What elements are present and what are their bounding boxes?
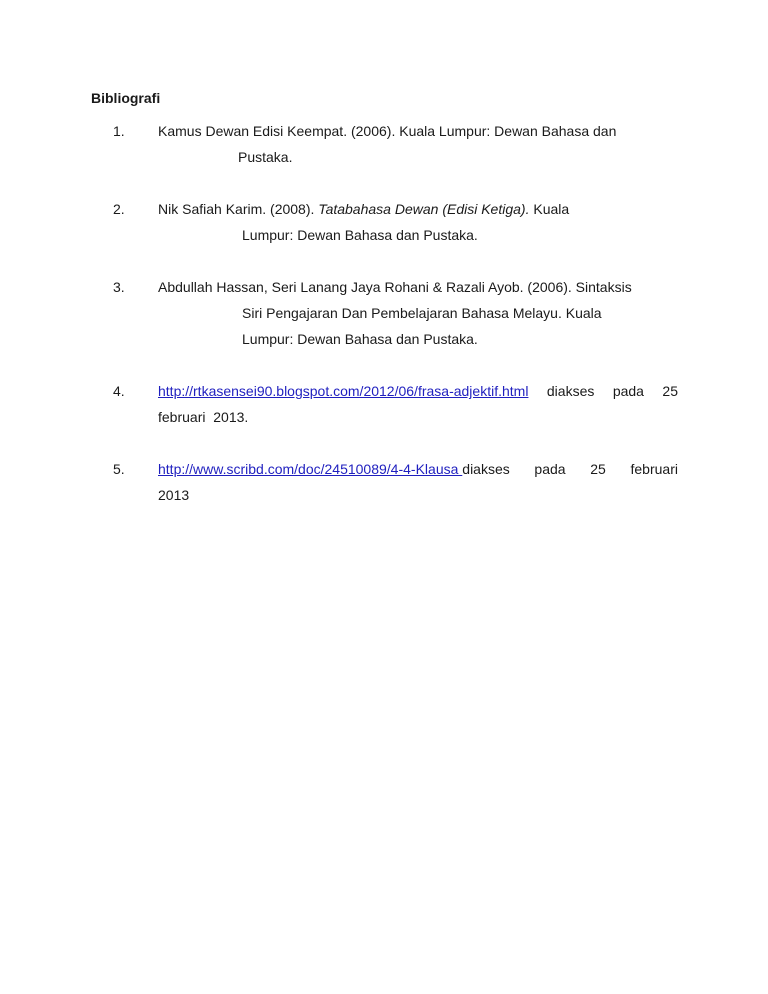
entry-word: februari bbox=[630, 461, 678, 477]
entry-author: Nik Safiah Karim. (2008). bbox=[158, 201, 315, 217]
entry-number: 3. bbox=[113, 279, 125, 295]
entry-place: Kuala bbox=[533, 201, 570, 217]
entry-word: 25 bbox=[590, 461, 606, 477]
entry-word: pada bbox=[612, 383, 644, 399]
entry-word: diakses bbox=[546, 383, 595, 399]
entry-text-line-1 bbox=[158, 196, 569, 222]
entry-url-link[interactable]: http://www.scribd.com/doc/24510089/4-4-Klausa bbox=[158, 461, 463, 477]
bibliography-heading: Bibliografi bbox=[91, 90, 161, 106]
entry-text-line-1: Kamus Dewan Edisi Keempat. (2006). Kuala Lumpur: Dewan Bahasa dan bbox=[158, 123, 617, 139]
entry-number: 1. bbox=[113, 123, 125, 139]
entry-text-line-2: 2013 bbox=[158, 487, 190, 503]
entry-text-line-2: Pustaka. bbox=[238, 149, 293, 165]
entry-number: 4. bbox=[113, 383, 125, 399]
entry-number: 2. bbox=[113, 201, 125, 217]
entry-text-block bbox=[158, 456, 678, 508]
entry-text-block bbox=[158, 378, 678, 430]
entry-text-line-2: februari 2013. bbox=[158, 409, 249, 425]
entry-text-line-3: Lumpur: Dewan Bahasa dan Pustaka. bbox=[242, 331, 478, 347]
entry-word: pada bbox=[534, 461, 566, 477]
entry-text-line-1 bbox=[158, 378, 678, 404]
entry-word: 25 bbox=[662, 383, 678, 399]
entry-text-line-1 bbox=[158, 456, 678, 482]
entry-text-line-1: Abdullah Hassan, Seri Lanang Jaya Rohani & Razali Ayob. (2006). Sintaksis bbox=[158, 279, 632, 295]
entry-book-title: Tatabahasa Dewan (Edisi Ketiga). bbox=[318, 201, 530, 217]
entry-word: diakses bbox=[462, 461, 510, 477]
entry-text-line-2: Lumpur: Dewan Bahasa dan Pustaka. bbox=[242, 227, 478, 243]
entry-url-link[interactable]: http://rtkasensei90.blogspot.com/2012/06/frasa-adjektif.html bbox=[158, 383, 529, 399]
entry-number: 5. bbox=[113, 461, 125, 477]
entry-text-line-2: Siri Pengajaran Dan Pembelajaran Bahasa Melayu. Kuala bbox=[242, 305, 602, 321]
